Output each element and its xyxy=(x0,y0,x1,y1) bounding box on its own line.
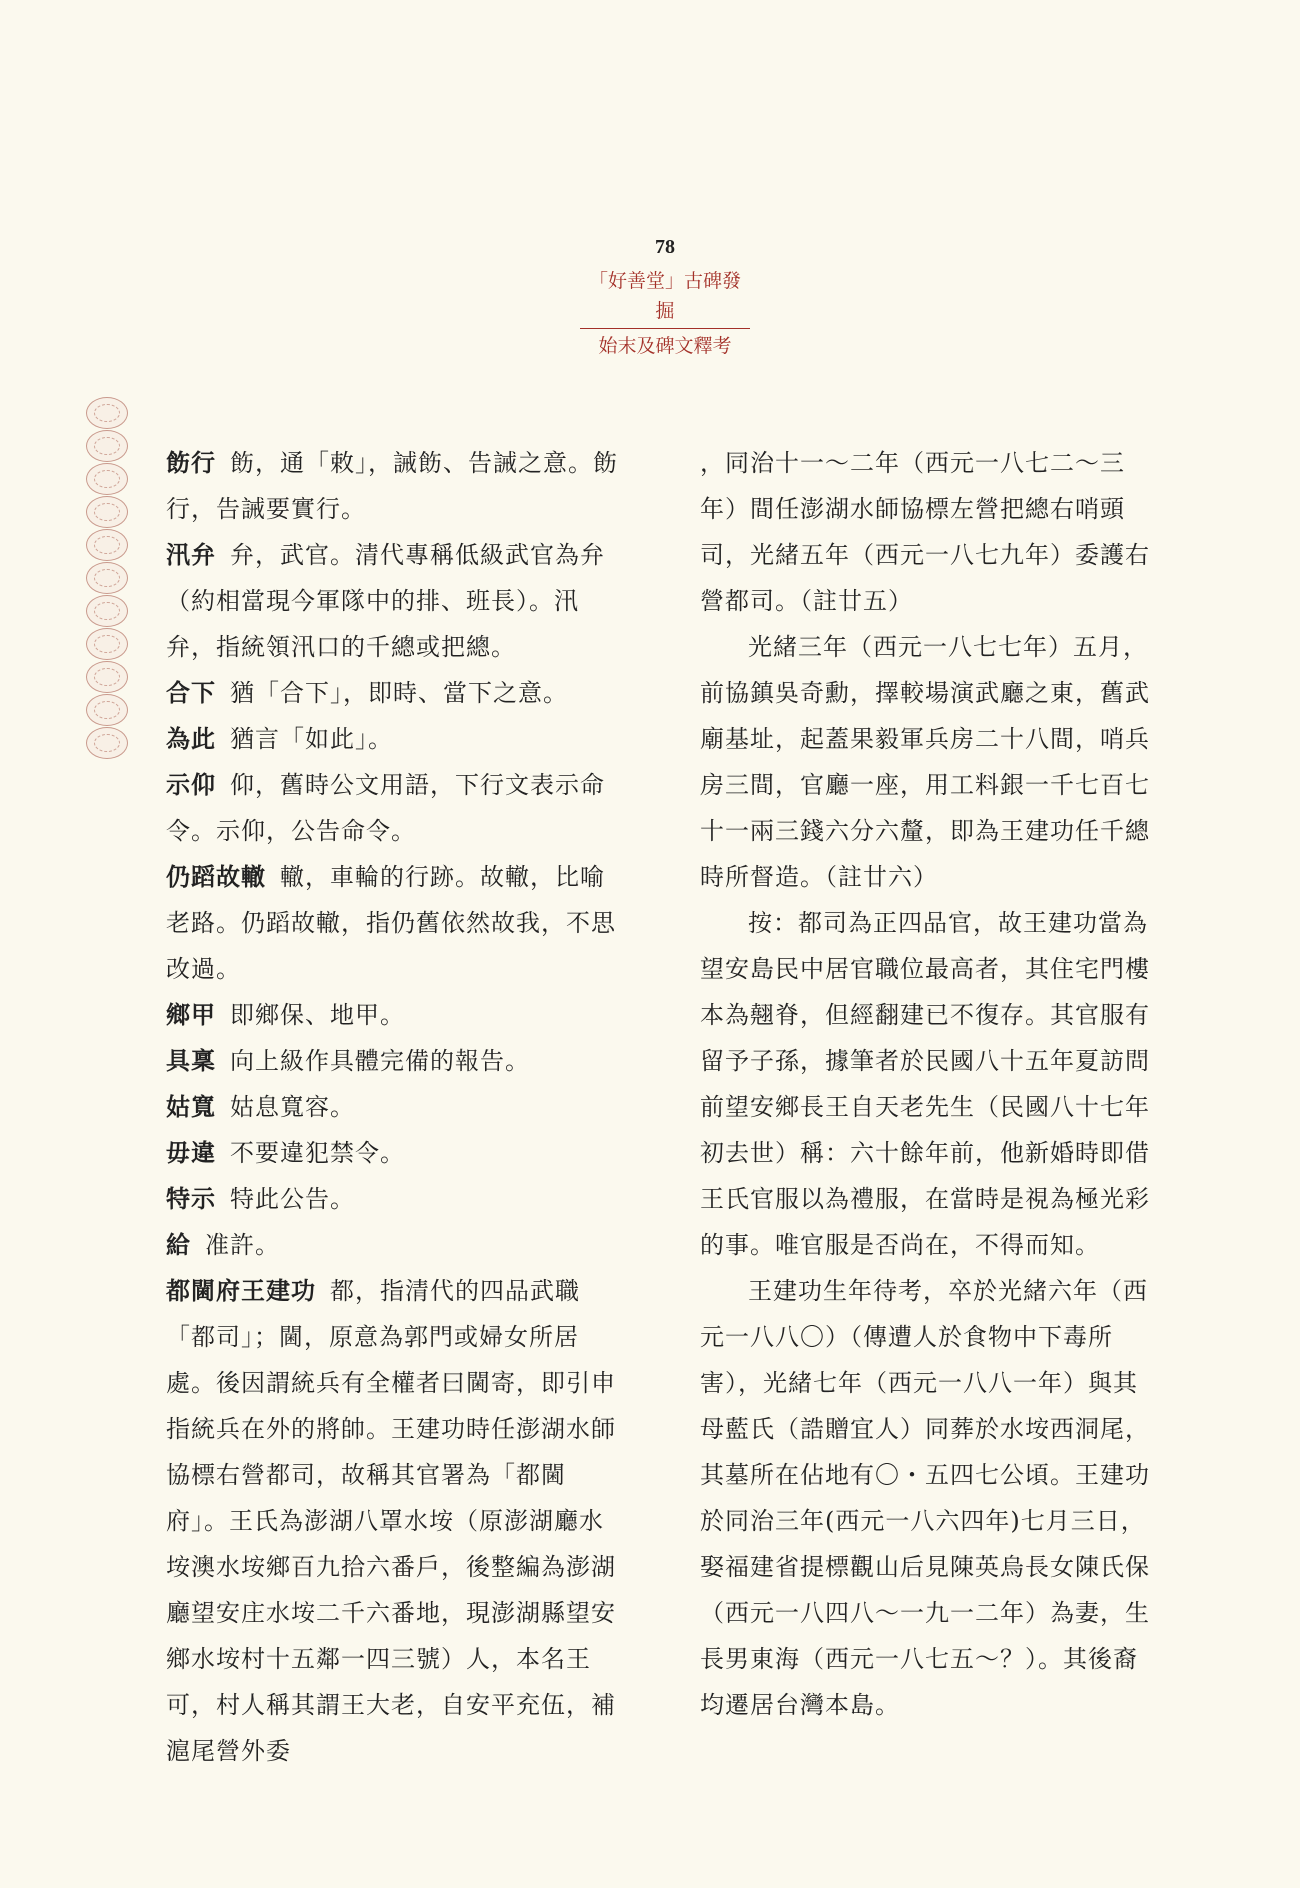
glossary-term: 為此 xyxy=(166,725,216,753)
body-column xyxy=(700,440,1160,1728)
glossary-term: 姑寬 xyxy=(166,1093,216,1121)
glossary-term: 特示 xyxy=(166,1185,216,1213)
seal-icon xyxy=(86,628,128,660)
seal-icon xyxy=(86,397,128,429)
glossary-term: 毋違 xyxy=(166,1139,216,1167)
glossary-definition: 姑息寬容。 xyxy=(230,1093,355,1121)
glossary-definition: 准許。 xyxy=(205,1231,280,1259)
glossary-definition: 即鄉保、地甲。 xyxy=(230,1001,405,1029)
glossary-definition: 都，指清代的四品武職「都司」；閫，原意為郭門或婦女所居處。後因謂統兵有全權者曰閫寄，即引申指統兵在外的將帥。王建功時任澎湖水師協標右營都司，故稱其官署為「都閫府」。王氏為澎湖八罩水垵（原澎湖廳水垵澳水垵鄉百九拾六番戶，後整編為澎湖廳望安庄水垵二千六番地，現澎湖縣望安鄉水垵村十五鄰一四三號）人，本名王可，村人稱其謂王大老，自安平充伍，補滬尾營外委 xyxy=(166,1277,616,1765)
seal-icon xyxy=(86,727,128,759)
glossary-term: 給 xyxy=(166,1231,191,1259)
glossary-term: 都閫府王建功 xyxy=(166,1277,316,1305)
glossary-term: 具稟 xyxy=(166,1047,216,1075)
seal-icon xyxy=(86,661,128,693)
decorative-seal-strip xyxy=(86,397,128,759)
seal-icon xyxy=(86,496,128,528)
glossary-entry xyxy=(166,1130,626,1176)
page-number: 78 xyxy=(655,236,675,258)
body-paragraph: 按：都司為正四品官，故王建功當為望安島民中居官職位最高者，其住宅門樓本為翹脊，但經翻建已不復存。其官服有留予子孫，據筆者於民國八十五年夏訪問前望安鄉長王自天老先生（民國八十七年初去世）稱：六十餘年前，他新婚時即借王氏官服以為禮服，在當時是視為極光彩的事。唯官服是否尚在，不得而知。 xyxy=(700,909,1150,1259)
glossary-term: 示仰 xyxy=(166,771,216,799)
glossary-definition: 猶言「如此」。 xyxy=(230,725,393,753)
seal-icon xyxy=(86,562,128,594)
running-title xyxy=(580,266,750,361)
glossary-definition: 猶「合下」，即時、當下之意。 xyxy=(230,679,568,707)
glossary-entry xyxy=(166,854,626,992)
running-title-rule xyxy=(580,328,750,329)
body-paragraph: 王建功生年待考，卒於光緒六年（西元一八八〇）（傳遭人於食物中下毒所害），光緒七年（西元一八八一年）與其母藍氏（誥贈宜人）同葬於水垵西洞尾，其墓所在佔地有〇・五四七公頃。王建功於同治三年(西元一八六四年)七月三日，娶福建省提標觀山后見陳英烏長女陳氏保（西元一八四八～一九一二年）為妻，生長男東海（西元一八七五～？）。其後裔均遷居台灣本島。 xyxy=(700,1277,1150,1719)
glossary-definition: 仰，舊時公文用語，下行文表示命令。示仰，公告命令。 xyxy=(166,771,605,845)
seal-icon xyxy=(86,694,128,726)
glossary-column xyxy=(166,440,626,1774)
glossary-entry xyxy=(166,1268,626,1774)
glossary-definition: 弁，武官。清代專稱低級武官為弁（約相當現今軍隊中的排、班長）。汛弁，指統領汛口的千總或把總。 xyxy=(166,541,605,661)
glossary-term: 鄉甲 xyxy=(166,1001,216,1029)
glossary-term: 仍蹈故轍 xyxy=(166,863,266,891)
glossary-term: 合下 xyxy=(166,679,216,707)
seal-icon xyxy=(86,595,128,627)
body-paragraph: 光緒三年（西元一八七七年）五月，前協鎮吳奇勳，擇較場演武廳之東，舊武廟基址，起蓋果毅軍兵房二十八間，哨兵房三間，官廳一座，用工料銀一千七百七十一兩三錢六分六釐，即為王建功任千總時所督造。（註廿六） xyxy=(700,633,1150,891)
continued-paragraph: ，同治十一～二年（西元一八七二～三年）間任澎湖水師協標左營把總右哨頭司，光緒五年（西元一八七九年）委護右營都司。（註廿五） xyxy=(700,449,1150,615)
glossary-entry xyxy=(166,1038,626,1084)
glossary-entry xyxy=(166,1176,626,1222)
glossary-entry xyxy=(166,1084,626,1130)
glossary-entry xyxy=(166,440,626,532)
glossary-entry xyxy=(166,532,626,670)
seal-icon xyxy=(86,430,128,462)
seal-icon xyxy=(86,463,128,495)
glossary-entry xyxy=(166,992,626,1038)
running-title-line1: 「好善堂」古碑發掘 xyxy=(588,270,741,322)
glossary-definition: 轍，車輪的行跡。故轍，比喻老路。仍蹈故轍，指仍舊依然故我，不思改過。 xyxy=(166,863,616,983)
glossary-definition: 飭，通「敕」，誡飭、告誡之意。飭行，告誡要實行。 xyxy=(166,449,618,523)
seal-icon xyxy=(86,529,128,561)
glossary-definition: 特此公告。 xyxy=(230,1185,355,1213)
glossary-term: 汛弁 xyxy=(166,541,216,569)
glossary-entry xyxy=(166,1222,626,1268)
glossary-entry xyxy=(166,762,626,854)
glossary-definition: 向上級作具體完備的報告。 xyxy=(230,1047,530,1075)
running-title-line2: 始末及碑文釋考 xyxy=(598,335,732,357)
glossary-entry xyxy=(166,670,626,716)
glossary-entry xyxy=(166,716,626,762)
glossary-term: 飭行 xyxy=(166,449,216,477)
glossary-definition: 不要違犯禁令。 xyxy=(230,1139,405,1167)
